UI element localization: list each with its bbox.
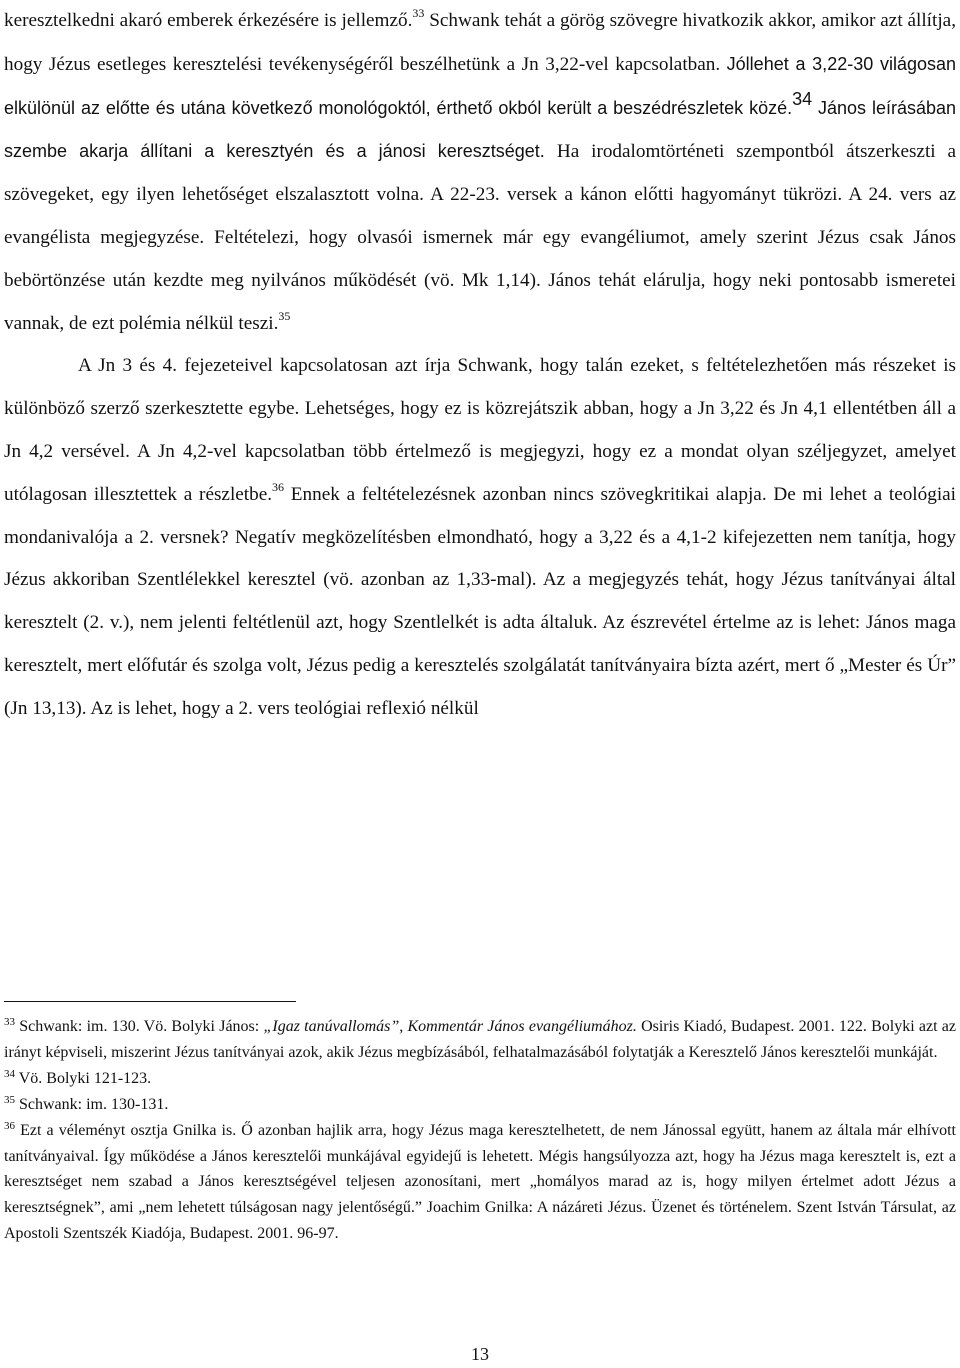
body-text [4,0,956,731]
footnotes [4,1014,956,1247]
text-segment: Az a megjegyzés tehát, hogy Jézus tanítványai által keresztelt (2. v.), nem jelenti feltétlenül azt, hogy Szentlelkét is adta általuk. [4,569,956,634]
document-page [4,0,956,1368]
book-title: „Igaz tanúvallomás”, Kommentár János evangéliumához. [263,1018,637,1035]
page-number: 13 [471,1344,489,1364]
footnote-33 [4,1014,956,1066]
text-segment: Jóllehet a 3,22-30 világosan elkülönül az előtte és utána következő monológoktól, érthető okból került a beszédrészletek közé. [4,53,957,118]
footnote-text: Schwank: im. 130-131. [15,1095,169,1113]
footnote-text: Vö. Bolyki 121-123. [15,1069,152,1087]
footnote-number: 33 [4,1016,15,1028]
footnote-ref-35[interactable]: 35 [278,308,291,323]
text-segment: Az is lehet, hogy a 2. vers teológiai reflexió nélkül [90,697,479,719]
paragraph-1 [4,0,956,345]
text-segment: keresztelkedni akaró emberek érkezésére is jellemző. [4,10,413,31]
footnote-text: Osiris Kiadó, Budapest. 2001. 122. Bolyki azt az irányt képviseli, miszerint Jézus tanítványai azok, akik Jézus megbízásából, felhatalmazásából folytatják a Keresztelő János keresztelői munkáját. [4,1018,957,1061]
footnote-text: Ezt a véleményt osztja Gnilka is. Ő azonban hajlik arra, hogy Jézus maga keresztelhetett, de nem Jánossal együtt, hanem az általa már elhívott tanítványaival. Így működése a János keresztelői munkájával egyidejű is lehetett. Mégis hangsúlyozza azt, hogy ha Jézus maga keresztelt is, ezt a keresztséget nem szabad a János keresztségével teljesen azonosítani, mert „homályos marad az is, hogy milyen értelmet adott Jézus a keresztségnek”, ami „nem lehetett túlságosan nagy jelentőségű.” Joachim Gnilka: A názáreti Jézus. Üzenet és történelem. Szent István Társulat, az Apostoli Szentszék Kiadója, Budapest. 2001. 96-97. [4,1121,956,1243]
text-segment: Az észrevétel értelme az is lehet: János maga keresztelt, mert előfutár és szolga volt, Jézus pedig a keresztelés szolgálatát tanítványaira bízta azért, mert ő „Mester és Úr” (Jn 13,13). [4,612,956,719]
footnote-ref-34[interactable]: 34 [792,88,813,109]
footnote-ref-36[interactable]: 36 [272,479,285,494]
text-segment: Lehetséges, hogy ez is közrejátszik abban, hogy a Jn 3,22 és Jn 4,1 ellentétben áll a Jn 4,2 versével. [4,398,956,462]
text-segment: Ha irodalomtörténeti szempontból átszerkeszti a szövegeket, egy ilyen lehetőséget elszalasztott volna. A 22-23. versek a kánon előtti hagyományt tükrözi. A 24. vers az evangélista megjegyzése. [4,141,956,248]
text-segment: A Jn 4,2-vel kapcsolatban több értelmező is megjegyzi, hogy ez a mondat olyan széljegyzet, amelyet utólagosan illesztettek a részletbe. [4,440,956,505]
text-segment: A Jn 3 és 4. fejezeteivel kapcsolatosan azt írja Schwank, hogy talán ezeket, s feltételezhetően más részeket is különböző szerző szerkesztette egybe. [4,355,956,420]
text-segment: Schwank tehát a görög szövegre hivatkozik akkor, amikor azt állítja, hogy Jézus esetleges keresztelési tevékenységéről beszélhetünk a Jn 3,22-vel kapcsolatban. [4,10,956,75]
text-segment: Negatív megközelítésben elmondható, hogy a 3,22 és a 4,1-2 kifejezetten nem tanítja, hogy Jézus akkoriban Szentlélekkel keresztel (vö. azonban az 1,33-mal). [4,526,956,591]
paragraph-2 [4,345,956,730]
footnote-35 [4,1092,956,1118]
footnote-number: 34 [4,1067,15,1080]
footnote-36 [4,1118,956,1248]
text-segment: János tehát elárulja, hogy neki pontosabb ismeretei vannak, de ezt polémia nélkül teszi. [4,269,957,334]
text-segment: Feltételezi, hogy olvasói ismernek már egy evangéliumot, amely szerint Jézus csak János bebörtönzése után kezdte meg nyilvános működését (vö. Mk 1,14). [4,226,956,291]
text-segment: Ennek a feltételezésnek azonban nincs szövegkritikai alapja. De mi lehet a teológiai mondanivalója a 2. versnek? [4,483,957,548]
footnote-text: Schwank: im. 130. Vö. Bolyki János: [15,1018,264,1035]
footnote-number: 36 [4,1119,15,1132]
footnote-34 [4,1066,956,1092]
footnote-ref-33[interactable]: 33 [412,6,425,20]
footnote-number: 35 [4,1093,15,1106]
text-segment: János leírásában szembe akarja állítani a keresztyén és a jánosi keresztséget. [4,97,957,162]
footnote-separator [4,1001,296,1002]
